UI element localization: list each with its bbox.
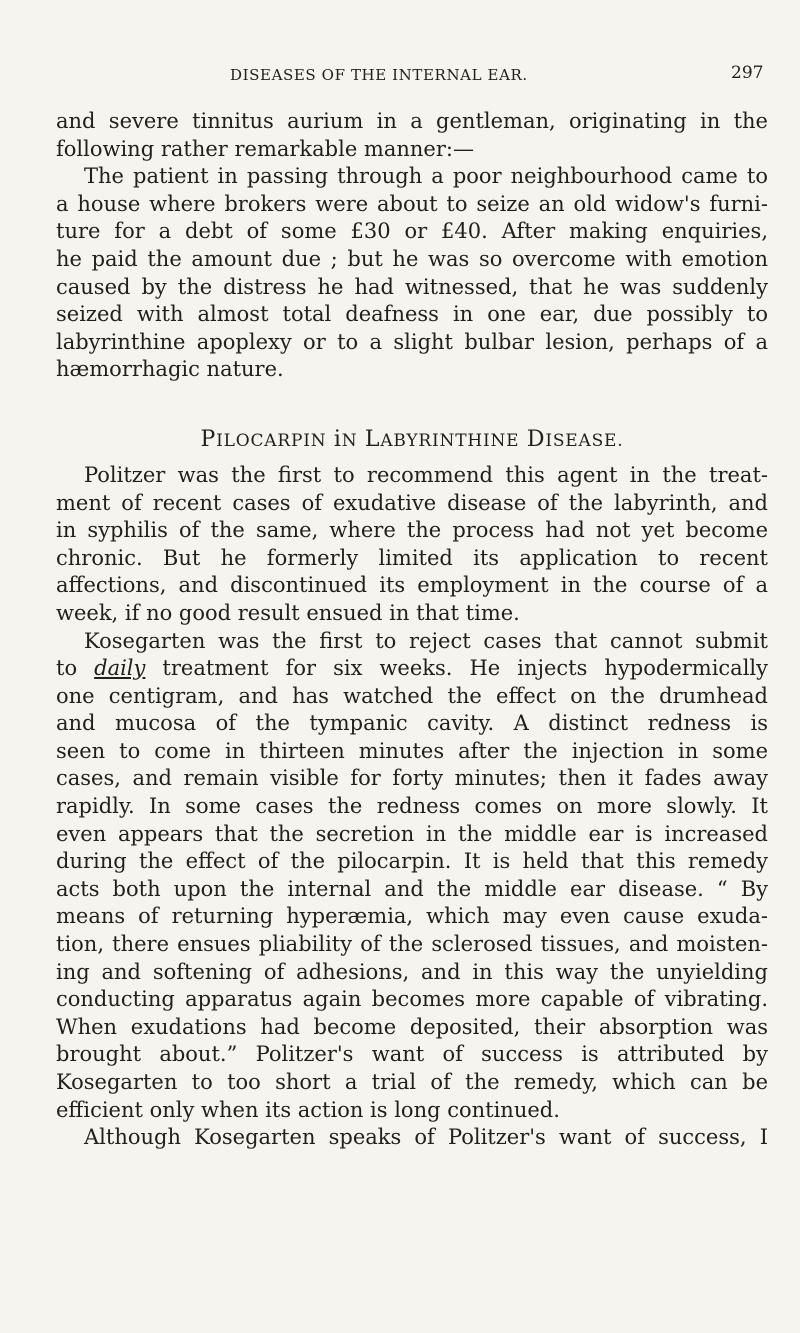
text-line: one centigram, and has watched the effect on the drumhead [56,683,768,708]
running-title: DISEASES OF THE INTERNAL EAR. [230,66,528,84]
text-line: When exudations had become deposited, their absorption was [56,1014,768,1039]
text-fragment: to [56,656,78,681]
section-heading: PILOCARPIN iN LABYRINTHINE DISEASE. [200,426,624,452]
text-line: Although Kosegarten speaks of Politzer's want of success, I [84,1125,768,1150]
text-line: ment of recent cases of exudative disease of the labyrinth, and [56,490,768,515]
text-line: and mucosa of the tympanic cavity. A distinct redness is [56,711,768,736]
text-line: affections, and discontinued its employment in the course of a [56,573,768,598]
text-line: ing and softening of adhesions, and in this way the unyielding [56,959,768,984]
text-line: The patient in passing through a poor neighbourhood came to [84,164,768,189]
text-line: rapidly. In some cases the redness comes on more slowly. It [56,794,768,819]
text-line: in syphilis of the same, where the process had not yet become [56,518,768,543]
text-line: and severe tinnitus aurium in a gentleman, originating in the [56,109,768,133]
text-line: cases, and remain visible for forty minutes; then it fades away [56,766,768,791]
text-fragment: treatment for six weeks. He injects hypodermically [162,656,768,681]
text-line: efficient only when its action is long continued. [56,1097,560,1122]
text-line: labyrinthine apoplexy or to a slight bulbar lesion, perhaps of a [56,329,768,354]
text-line: ture for a debt of some £30 or £40. After making enquiries, [56,219,768,244]
emphasized-word: daily [94,656,146,681]
text-line: brought about.” Politzer's want of success is attributed by [56,1042,768,1067]
text-line: acts both upon the internal and the middle ear disease. “ By [56,876,768,901]
text-line: Politzer was the first to recommend this agent in the treat- [84,462,768,487]
page-number: 297 [731,63,764,83]
text-line: even appears that the secretion in the middle ear is increased [56,821,768,846]
text-line: week, if no good result ensued in that time. [56,600,520,625]
text-line: means of returning hyperæmia, which may even cause exuda- [56,904,768,929]
text-line-mixed [56,655,768,683]
text-line: he paid the amount due ; but he was so overcome with emotion [56,246,768,271]
text-line: tion, there ensues pliability of the sclerosed tissues, and moisten- [56,932,768,957]
text-line: conducting apparatus again becomes more capable of vibrating. [56,987,768,1012]
body-text [56,108,768,1152]
text-line: caused by the distress he had witnessed, that he was suddenly [56,274,768,299]
text-line: Kosegarten was the first to reject cases that cannot submit [84,628,768,653]
text-line: seized with almost total deafness in one ear, due possibly to [56,302,768,327]
text-line: hæmorrhagic nature. [56,357,284,382]
text-line: during the effect of the pilocarpin. It is held that this remedy [56,849,768,874]
text-line: Kosegarten to too short a trial of the remedy, which can be [56,1070,768,1094]
text-line: chronic. But he formerly limited its application to recent [56,545,768,570]
text-line: a house where brokers were about to seize an old widow's furni- [56,191,768,216]
text-line: following rather remarkable manner:— [56,136,474,161]
text-line: seen to come in thirteen minutes after the injection in some [56,738,768,763]
